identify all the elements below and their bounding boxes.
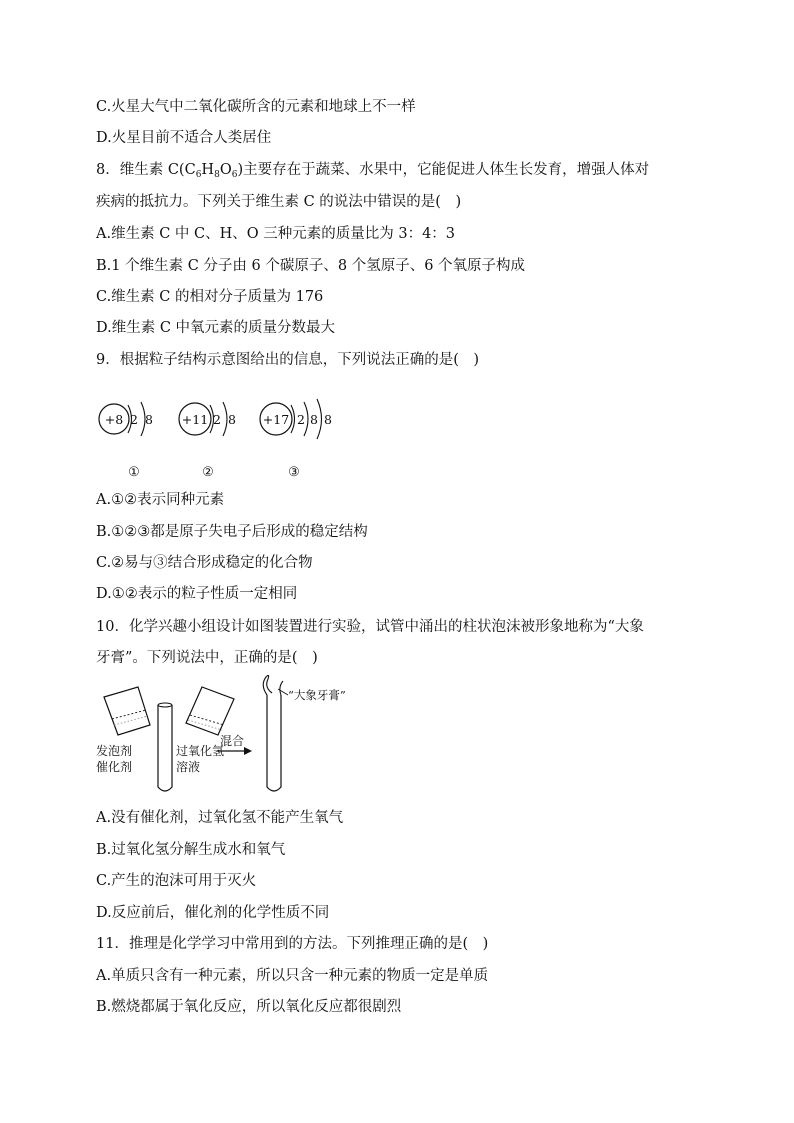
particle-1-diagram: [99, 402, 153, 480]
label-solution: 溶液: [176, 760, 201, 774]
q8-stem-line2: 疾病的抵抗力。下列关于维生素 C 的说法中错误的是( ): [96, 194, 462, 210]
particle-structure-figure: [92, 392, 362, 487]
q10-option-c: C.产生的泡沫可用于灭火: [96, 873, 257, 889]
prev-option-c: C.火星大气中二氧化碳所含的元素和地球上不一样: [96, 99, 416, 115]
label-hydrogen-peroxide: 过氧化氢: [176, 744, 225, 758]
q9-option-c: C.②易与③结合形成稳定的化合物: [96, 555, 313, 571]
particle-2-label: ②: [202, 465, 214, 480]
particle-1-shell-2: 8: [145, 412, 153, 427]
q9-option-d: D.①②表示的粒子性质一定相同: [96, 586, 298, 602]
label-mix: 混合: [220, 734, 245, 748]
q9-option-b: B.①②③都是原子失电子后形成的稳定结构: [96, 524, 368, 540]
label-foaming-agent: 发泡剂: [96, 744, 133, 758]
q10-option-a: A.没有催化剂，过氧化氢不能产生氧气: [96, 810, 344, 826]
particle-3-label: ③: [288, 465, 300, 480]
test-tube-after-diagram: [263, 675, 283, 791]
q11-stem: 11．推理是化学学习中常用到的方法。下列推理正确的是( ): [96, 936, 489, 952]
q10-option-d: D.反应前后，催化剂的化学性质不同: [96, 905, 330, 921]
q8-option-d: D.维生素 C 中氧元素的质量分数最大: [96, 320, 336, 336]
particle-1-nucleus: +8: [104, 412, 124, 427]
particle-3-shell-1: 2: [297, 412, 305, 427]
particle-3-shell-3: 8: [324, 412, 332, 427]
particle-1-label: ①: [128, 465, 140, 480]
particle-2-shell-2: 8: [228, 412, 236, 427]
label-catalyst: 催化剂: [96, 760, 133, 774]
q8-option-a: A.维生素 C 中 C、H、O 三种元素的质量比为 3：4：3: [96, 226, 456, 242]
q11-option-a: A.单质只含有一种元素，所以只含一种元素的物质一定是单质: [96, 968, 489, 984]
elephant-toothpaste-figure: [92, 675, 382, 800]
q11-option-b: B.燃烧都属于氧化反应，所以氧化反应都很剧烈: [96, 999, 402, 1015]
particle-2-nucleus: +11: [181, 412, 209, 427]
q10-option-b: B.过氧化氢分解生成水和氧气: [96, 842, 286, 858]
particle-2-diagram: [179, 402, 236, 480]
particle-3-nucleus: +17: [262, 412, 290, 427]
prev-option-d: D.火星目前不适合人类居住: [96, 130, 272, 146]
q8-option-b: B.1 个维生素 C 分子由 6 个碳原子、8 个氢原子、6 个氧原子构成: [96, 258, 526, 274]
beaker-catalyst-diagram: [104, 687, 150, 735]
particle-1-shell-1: 2: [130, 412, 138, 427]
label-elephant-toothpaste: “大象牙膏”: [288, 688, 346, 702]
q8-stem-line1: 8．维生素 $C(C_6H_8O_6)$主要存在于蔬菜、水果中，它能促进人体生长发育，增强人体对: [96, 162, 650, 180]
q9-option-a: A.①②表示同种元素: [96, 492, 225, 508]
particle-2-shell-1: 2: [213, 412, 221, 427]
particle-3-shell-2: 8: [310, 412, 318, 427]
q9-stem: 9．根据粒子结构示意图给出的信息，下列说法正确的是( ): [96, 352, 480, 368]
test-tube-before-diagram: [158, 703, 172, 791]
beaker-peroxide-diagram: [186, 687, 234, 735]
particle-3-diagram: [260, 399, 332, 480]
q8-option-c: C.维生素 C 的相对分子质量为 176: [96, 289, 324, 305]
q10-stem-line1: 10．化学兴趣小组设计如图装置进行实验，试管中涌出的柱状泡沫被形象地称为“大象: [96, 619, 644, 635]
q10-stem-line2: 牙膏”。下列说法中，正确的是( ): [96, 650, 318, 666]
